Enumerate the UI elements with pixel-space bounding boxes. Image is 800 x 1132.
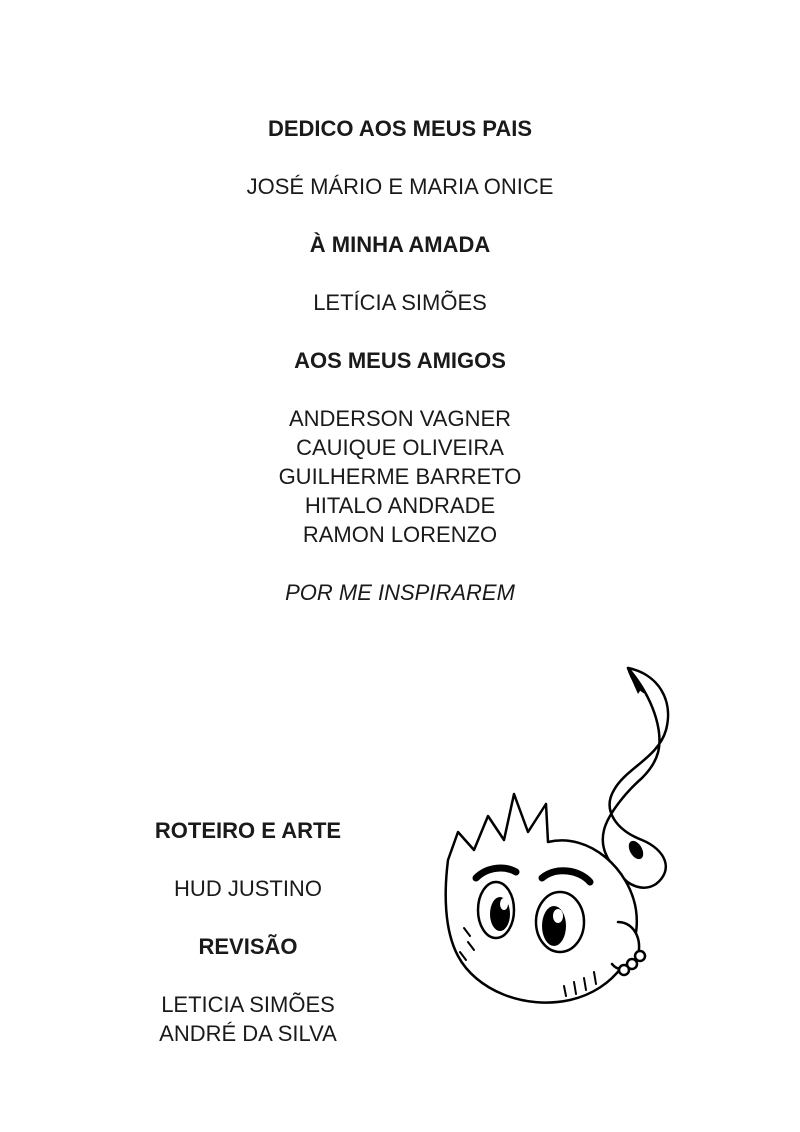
cartoon-creature-icon [430, 660, 690, 1020]
beloved-name: LETÍCIA SIMÕES [313, 290, 487, 315]
closing-line: POR ME INSPIRAREM [285, 580, 515, 605]
friend-name: ANDERSON VAGNER [288, 406, 512, 431]
beloved-heading: À MINHA AMADA [309, 232, 491, 257]
revision-name: LETICIA SIMÕES [161, 992, 335, 1017]
script-art-name: HUD JUSTINO [174, 876, 322, 901]
earring [635, 951, 645, 961]
dedication-section [0, 114, 800, 607]
friend-name: RAMON LORENZO [302, 522, 498, 547]
revision-name: ANDRÉ DA SILVA [159, 1021, 337, 1046]
script-art-heading: ROTEIRO E ARTE [154, 818, 342, 843]
friend-name: GUILHERME BARRETO [278, 464, 522, 489]
revision-heading: REVISÃO [198, 934, 298, 959]
friend-name: CAUIQUE OLIVEIRA [296, 435, 504, 460]
right-eye-shine [553, 909, 563, 923]
credits-section [100, 816, 396, 1048]
parents-heading: DEDICO AOS MEUS PAIS [267, 116, 533, 141]
friends-heading: AOS MEUS AMIGOS [294, 348, 506, 373]
friend-name: HITALO ANDRADE [304, 493, 496, 518]
earring [619, 965, 629, 975]
left-eye-shine [500, 898, 508, 910]
parents-names: JOSÉ MÁRIO E MARIA ONICE [246, 174, 554, 199]
